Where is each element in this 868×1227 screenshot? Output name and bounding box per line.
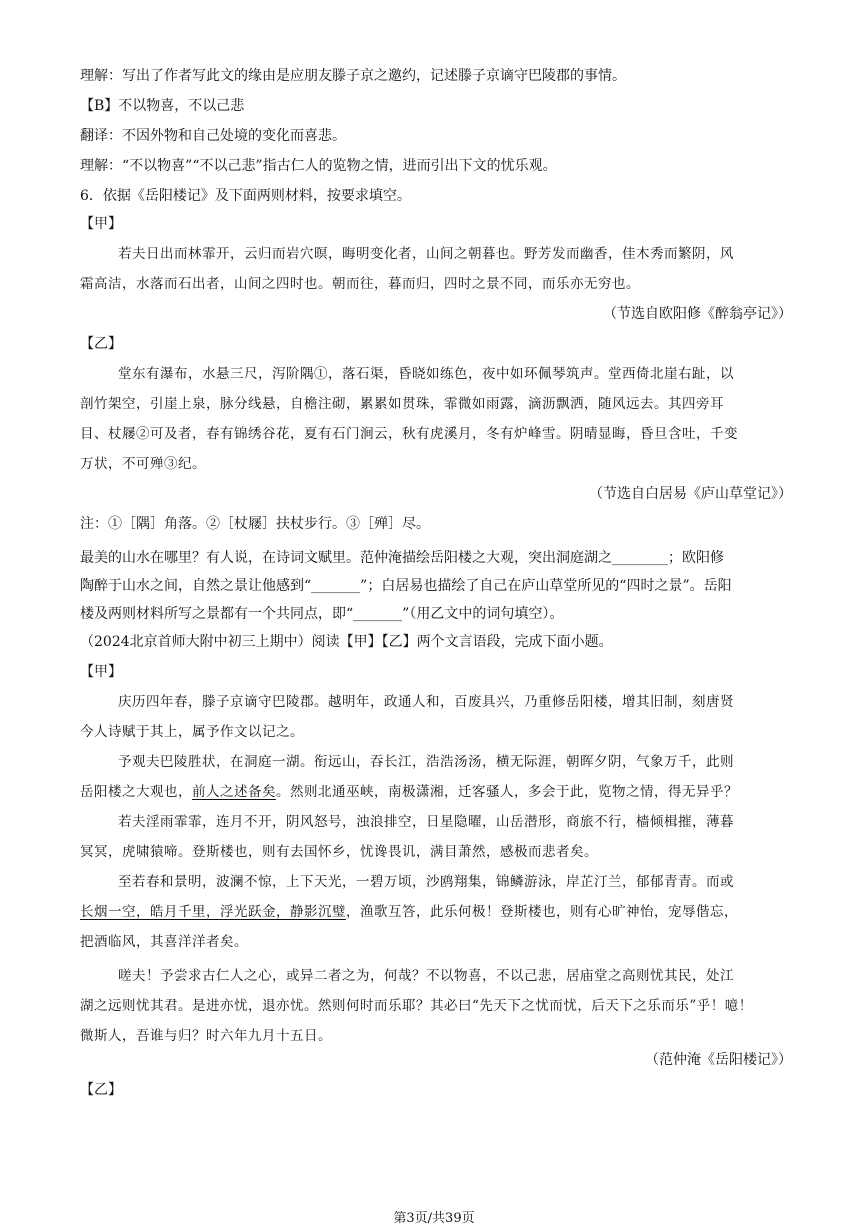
classical-text-line: 剖竹架空，引崖上泉，脉分线悬，自檐注砌，累累如贯珠，霏微如雨露，滴沥飘洒，随风远去。其四旁耳 [80,396,724,412]
text-segment: 岳阳楼之大观也， [80,784,192,800]
classical-text-line: 万状，不可殚③纪。 [80,456,206,472]
classical-text-line: 若夫淫雨霏霏，连月不开，阴风怒号，浊浪排空，日星隐曜，山岳潜形，商旅不行，樯倾楫摧，薄暮 [118,814,734,830]
underlined-phrase: 长烟一空，皓月千里，浮光跃金，静影沉璧 [80,904,346,920]
question-text-line: 陶醉于山水之间，自然之景让他感到“_______”；白居易也描绘了自己在庐山草堂所见的“四时之景”。岳阳 [80,578,732,594]
section-label-yi: 【乙】 [80,1082,122,1098]
source-attribution: （范仲淹《岳阳楼记》） [645,1052,792,1068]
annotation-note: 注：①［隅］角落。②［杖屦］扶杖步行。③［殚］尽。 [80,516,430,532]
text-segment: 。然则北通巫峡，南极潇湘，迁客骚人，多会于此，览物之情，得无异乎？ [276,784,738,800]
classical-text-line: 庆历四年春，滕子京谪守巴陵郡。越明年，政通人和，百废具兴，乃重修岳阳楼，增其旧制，刻唐贤 [118,694,734,710]
text-line: 理解：“不以物喜”“不以己悲”指古仁人的览物之情，进而引出下文的忧乐观。 [80,158,557,174]
classical-text-line: 微斯人，吾谁与归？时六年九月十五日。 [80,1028,332,1044]
section-label-yi: 【乙】 [80,336,122,352]
section-label-jia: 【甲】 [80,664,122,680]
source-attribution: （节选自欧阳修《醉翁亭记》） [603,306,792,322]
classical-text-line: 霜高洁，水落而石出者，山间之四时也。朝而往，暮而归，四时之景不同，而乐亦无穷也。 [80,276,640,292]
classical-text-line: 今人诗赋于其上，属予作文以记之。 [80,724,304,740]
exam-source-line: （2024北京首师大附中初三上期中）阅读【甲】【乙】两个文言语段，完成下面小题。 [80,634,613,650]
text-segment: ，渔歌互答，此乐何极！登斯楼也，则有心旷神怡，宠辱偕忘， [346,904,738,920]
underlined-phrase: 前人之述备矣 [192,784,276,800]
question-6-title: 6．依据《岳阳楼记》及下面两则材料，按要求填空。 [80,188,411,204]
classical-text-line: 冥冥，虎啸猿啼。登斯楼也，则有去国怀乡，忧谗畏讥，满目萧然，感极而悲者矣。 [80,844,598,860]
classical-text-line: 湖之远则忧其君。是进亦忧，退亦忧。然则何时而乐耶？其必曰“先天下之忧而忧，后天下之乐而乐”乎！噫！ [80,998,753,1014]
section-label-jia: 【甲】 [80,216,122,232]
classical-text-line: 目、杖屦②可及者，春有锦绣谷花，夏有石门涧云，秋有虎溪月，冬有炉峰雪。阴晴显晦，昏旦含吐，千变 [80,426,738,442]
classical-text-line: 若夫日出而林霏开，云归而岩穴暝，晦明变化者，山间之朝暮也。野芳发而幽香，佳木秀而繁阴，风 [118,246,734,262]
section-label-b: 【B】不以物喜，不以己悲 [80,98,245,114]
classical-text-line [80,902,792,922]
question-text-line: 楼及两则材料所写之景都有一个共同点，即“_______”（用乙文中的词句填空）。 [80,606,564,622]
classical-text-line: 堂东有瀑布，水悬三尺，泻阶隅①，落石渠，昏晓如练色，夜中如环佩琴筑声。堂西倚北崖右趾，以 [118,366,734,382]
classical-text-line: 嗟夫！予尝求古仁人之心，或异二者之为，何哉？不以物喜，不以己悲，居庙堂之高则忧其民，处江 [118,968,734,984]
classical-text-line [80,782,792,802]
text-line: 理解：写出了作者写此文的缘由是应朋友滕子京之邀约，记述滕子京谪守巴陵郡的事情。 [80,68,626,84]
page-number: 第3页/共39页 [393,1211,475,1226]
classical-text-line: 至若春和景明，波澜不惊，上下天光，一碧万顷，沙鸥翔集，锦鳞游泳，岸芷汀兰，郁郁青青。而或 [118,874,734,890]
question-text-line: 最美的山水在哪里？有人说，在诗词文赋里。范仲淹描绘岳阳楼之大观，突出洞庭湖之________；欧阳修 [80,550,724,566]
source-attribution: （节选自白居易《庐山草堂记》） [589,486,792,502]
text-line: 翻译：不因外物和自己处境的变化而喜悲。 [80,128,346,144]
classical-text-line: 把酒临风，其喜洋洋者矣。 [80,934,248,950]
classical-text-line: 予观夫巴陵胜状，在洞庭一湖。衔远山，吞长江，浩浩汤汤，横无际涯，朝晖夕阴，气象万千，此则 [118,754,734,770]
